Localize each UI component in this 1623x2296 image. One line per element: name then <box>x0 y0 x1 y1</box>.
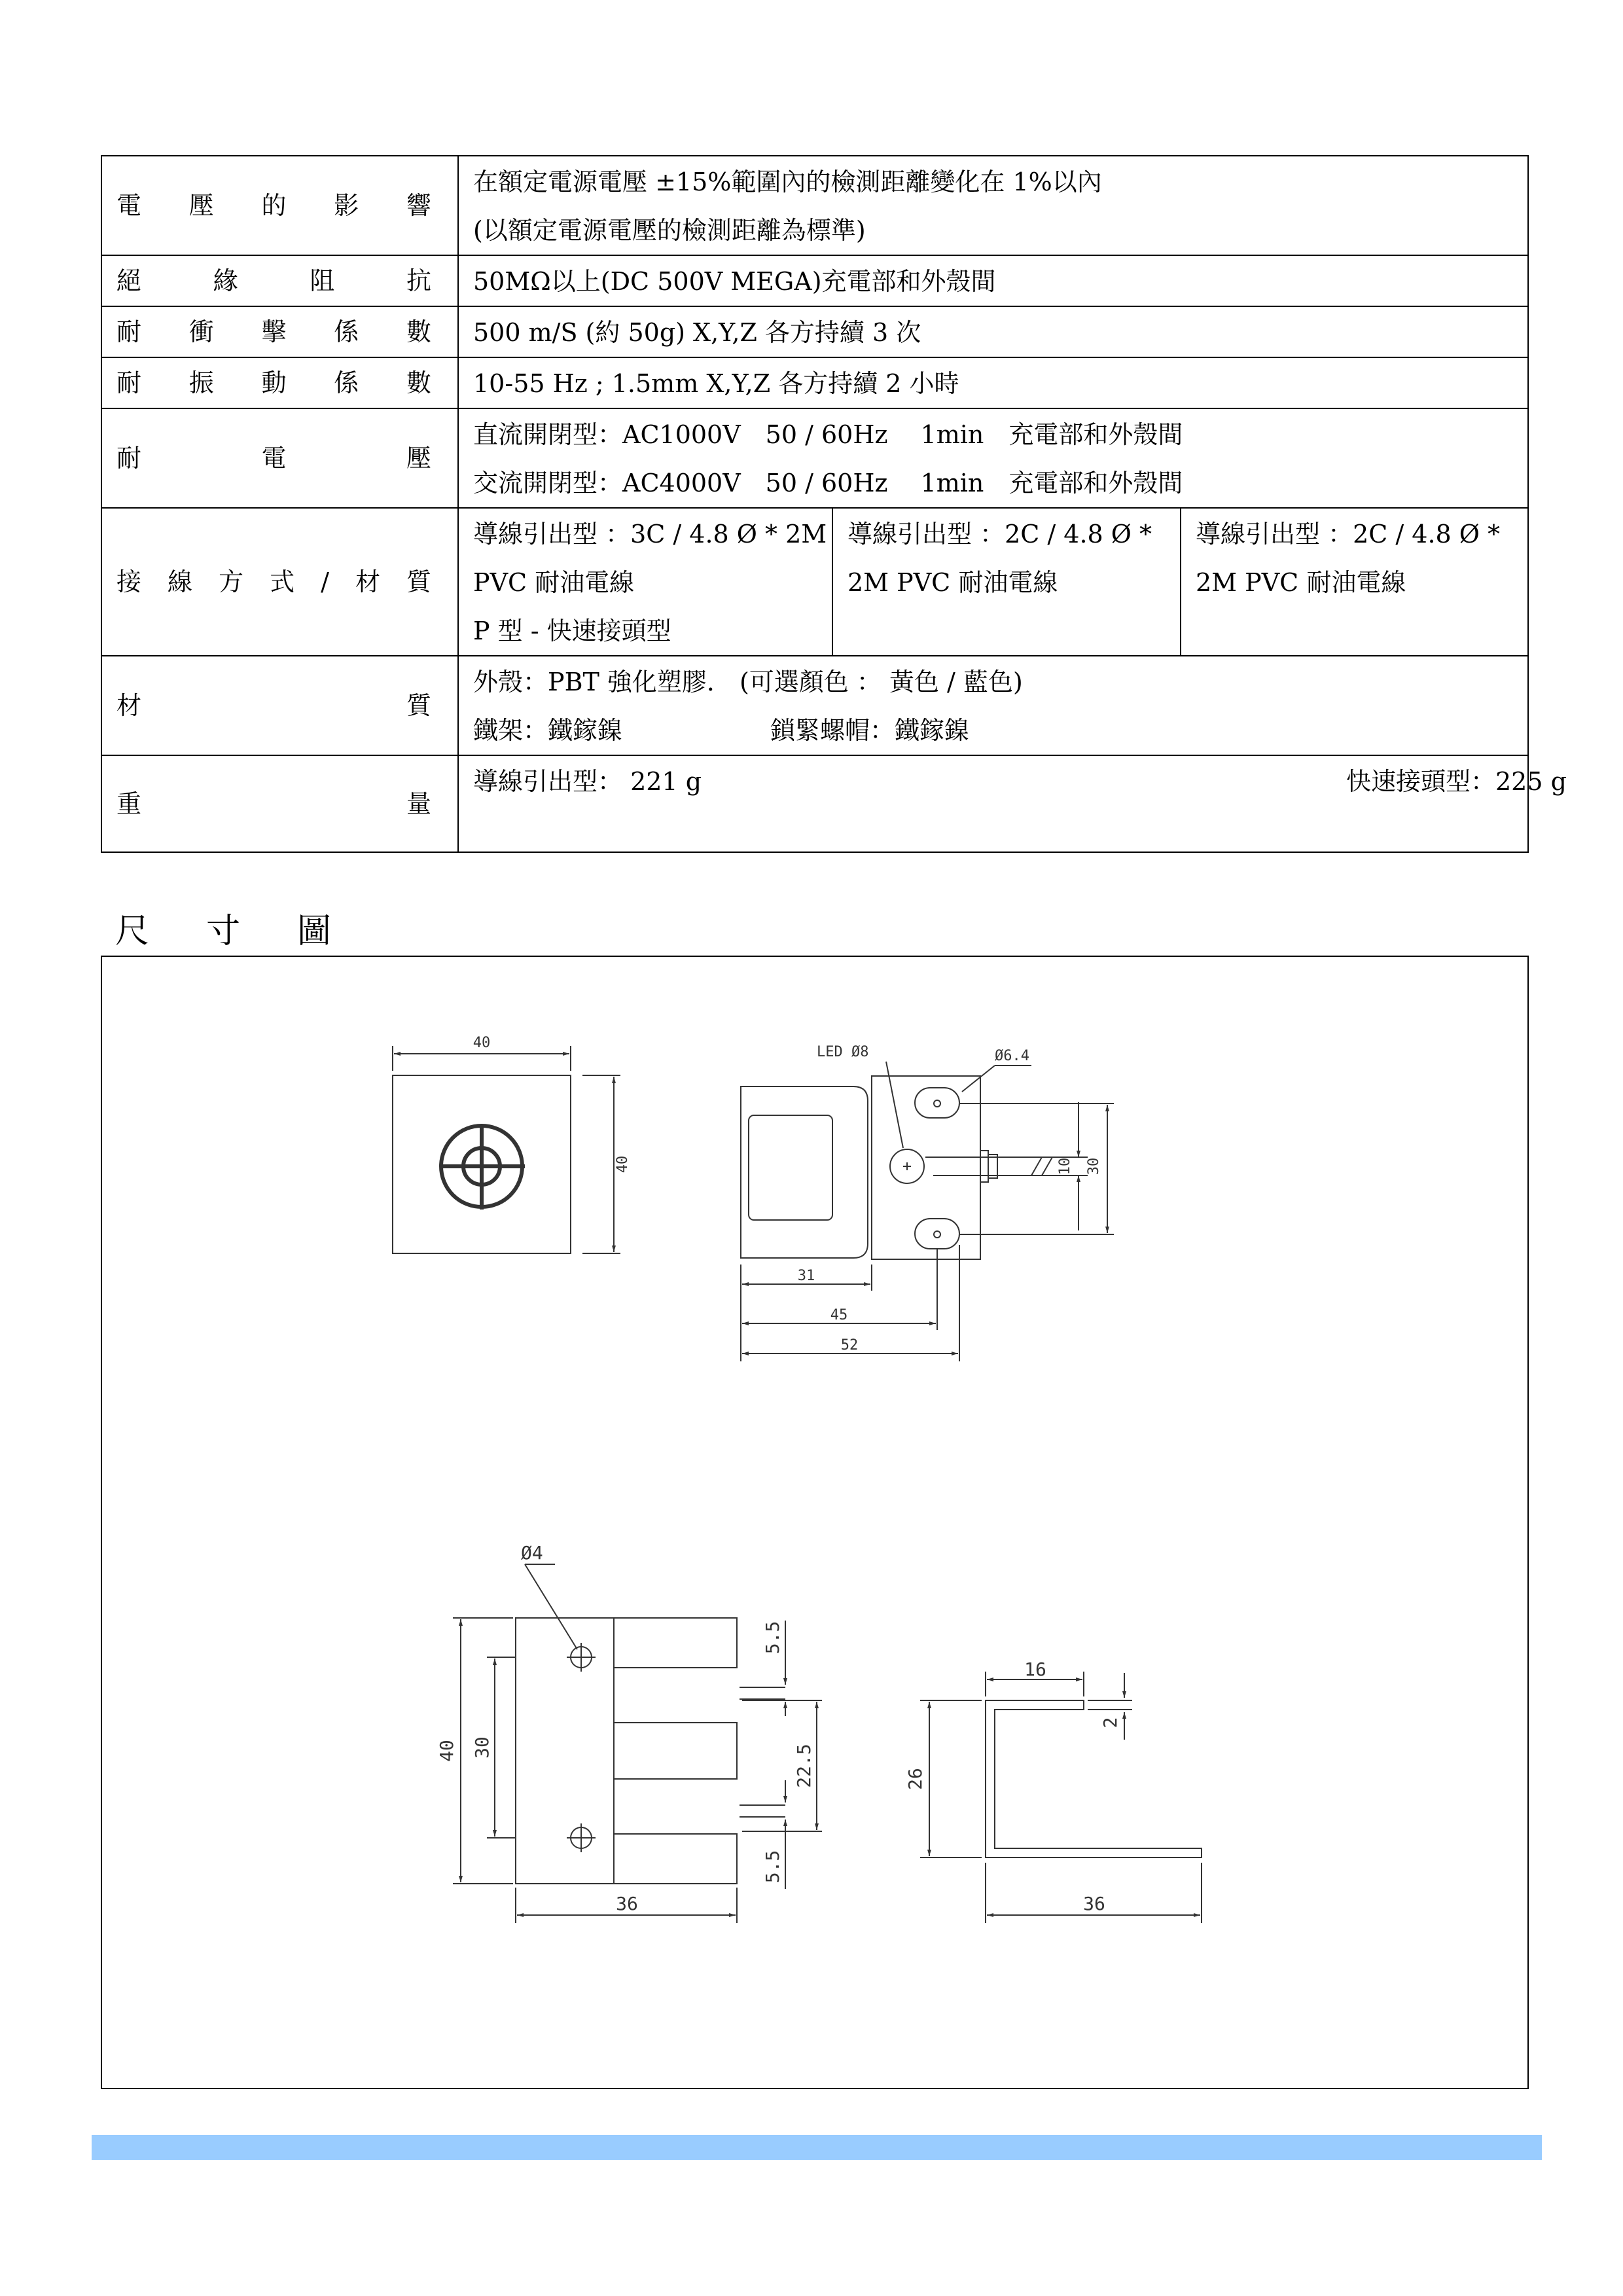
dim-front-height: 40 <box>615 1155 631 1174</box>
wiring-line-empty <box>847 607 1180 655</box>
weight-lead: 導線引出型： 221 g <box>473 767 702 796</box>
dim-side-45: 45 <box>830 1307 848 1323</box>
weight-line <box>473 757 1567 806</box>
spec-table <box>101 155 1567 853</box>
spec-value <box>458 156 1528 255</box>
spec-label: 電壓的影響 <box>101 156 458 255</box>
spec-value <box>458 255 1528 306</box>
section-title-char: 圖 <box>296 912 331 951</box>
material-nut: 鎖緊螺帽：鐵鎵鎳 <box>770 716 970 745</box>
dim-hole-top: Ø6.4 <box>995 1048 1029 1064</box>
spec-row <box>101 255 1528 306</box>
dimension-drawing <box>102 957 1530 2090</box>
wiring-line: 導線引出型 ：2C / 4.8 Ø * <box>1196 520 1501 548</box>
dim-b-55-top: 5.5 <box>762 1621 783 1655</box>
dim-c-26: 26 <box>904 1768 926 1790</box>
weight-value <box>458 755 1567 852</box>
material-line: 外殼：PBT 強化塑膠． (可選顏色 ： 黃色 / 藍色) <box>473 668 1023 696</box>
spec-label: 耐電壓 <box>101 408 458 508</box>
wiring-line: 2M PVC 耐油電線 <box>1196 568 1406 597</box>
dim-front-width: 40 <box>473 1035 491 1051</box>
spec-row <box>101 156 1528 255</box>
section-title-char: 寸 <box>205 912 240 951</box>
spec-label: 耐衝擊係數 <box>101 306 458 357</box>
dim-c-2: 2 <box>1099 1717 1121 1729</box>
spec-label: 接線方式/材質 <box>101 508 458 656</box>
dim-b-40: 40 <box>436 1740 457 1762</box>
wiring-line: PVC 耐油電線 <box>473 568 635 597</box>
spec-value-line: 500 m/S (約 50g) X,Y,Z 各方持續 3 次 <box>473 318 921 347</box>
weight-connector: 快速接頭型：225 g <box>1346 767 1567 796</box>
material-value <box>458 656 1528 755</box>
dim-led: LED Ø8 <box>817 1044 869 1060</box>
wiring-col2 <box>832 508 1181 656</box>
dim-c-36: 36 <box>1083 1893 1105 1914</box>
spec-label: 材質 <box>101 656 458 755</box>
bracket-profile <box>986 1700 1202 1857</box>
bracket-plate <box>516 1618 614 1884</box>
spec-row-weight <box>101 755 1528 852</box>
dim-b-36: 36 <box>616 1893 638 1914</box>
wiring-line: 導線引出型 ：2C / 4.8 Ø * <box>847 520 1152 548</box>
dim-side-31: 31 <box>797 1268 815 1284</box>
spec-value-line: 交流開閉型：AC4000V 50 / 60Hz 1min 充電部和外殼間 <box>473 469 1183 497</box>
bracket-side-view <box>920 1672 1202 1923</box>
spec-row <box>101 357 1528 408</box>
wiring-line: 2M PVC 耐油電線 <box>847 568 1058 597</box>
section-title <box>115 903 331 952</box>
spec-value-line: 直流開閉型：AC1000V 50 / 60Hz 1min 充電部和外殼間 <box>473 420 1183 449</box>
spec-value <box>458 306 1528 357</box>
dim-side-10: 10 <box>1057 1157 1073 1175</box>
spec-row-material <box>101 656 1528 755</box>
dimension-drawing-frame <box>101 956 1529 2089</box>
front-view <box>393 1046 620 1253</box>
wiring-line: P 型 - 快速接頭型 <box>473 617 671 645</box>
spec-value-line: 10-55 Hz ; 1.5mm X,Y,Z 各方持續 2 小時 <box>473 369 959 398</box>
spec-label: 絕緣阻抗 <box>101 255 458 306</box>
spec-value <box>458 408 1528 508</box>
spec-row <box>101 306 1528 357</box>
dim-c-16: 16 <box>1024 1659 1046 1680</box>
wiring-line-empty <box>1196 607 1527 655</box>
dim-b-225: 22.5 <box>793 1744 815 1788</box>
spec-row <box>101 408 1528 508</box>
wiring-col3 <box>1181 508 1528 656</box>
spec-row-wiring <box>101 508 1528 656</box>
section-title-char: 尺 <box>115 912 150 951</box>
wiring-line: 導線引出型 ：3C / 4.8 Ø * 2M <box>473 520 827 548</box>
wiring-col1 <box>458 508 832 656</box>
spec-label: 重量 <box>101 755 458 852</box>
footer-bar <box>92 2135 1542 2160</box>
dim-side-52: 52 <box>840 1337 859 1354</box>
spec-value-line: 在額定電源電壓 ±15%範圍內的檢測距離變化在 1%以內 <box>473 168 1102 196</box>
spec-label: 耐振動係數 <box>101 357 458 408</box>
spec-value-line: 50MΩ以上(DC 500V MEGA)充電部和外殼間 <box>473 267 996 296</box>
spec-value <box>458 357 1528 408</box>
dim-b-30: 30 <box>471 1736 493 1759</box>
dim-hole-small: Ø4 <box>521 1542 543 1564</box>
material-line <box>473 706 1527 755</box>
material-frame: 鐵架：鐵鎵鎳 <box>473 716 623 745</box>
dim-b-55-bot: 5.5 <box>762 1850 783 1884</box>
spec-value-line: (以額定電源電壓的檢測距離為標準) <box>473 216 866 245</box>
dim-side-30: 30 <box>1086 1157 1102 1175</box>
side-view <box>741 1062 1114 1361</box>
side-view-body <box>741 1086 868 1258</box>
